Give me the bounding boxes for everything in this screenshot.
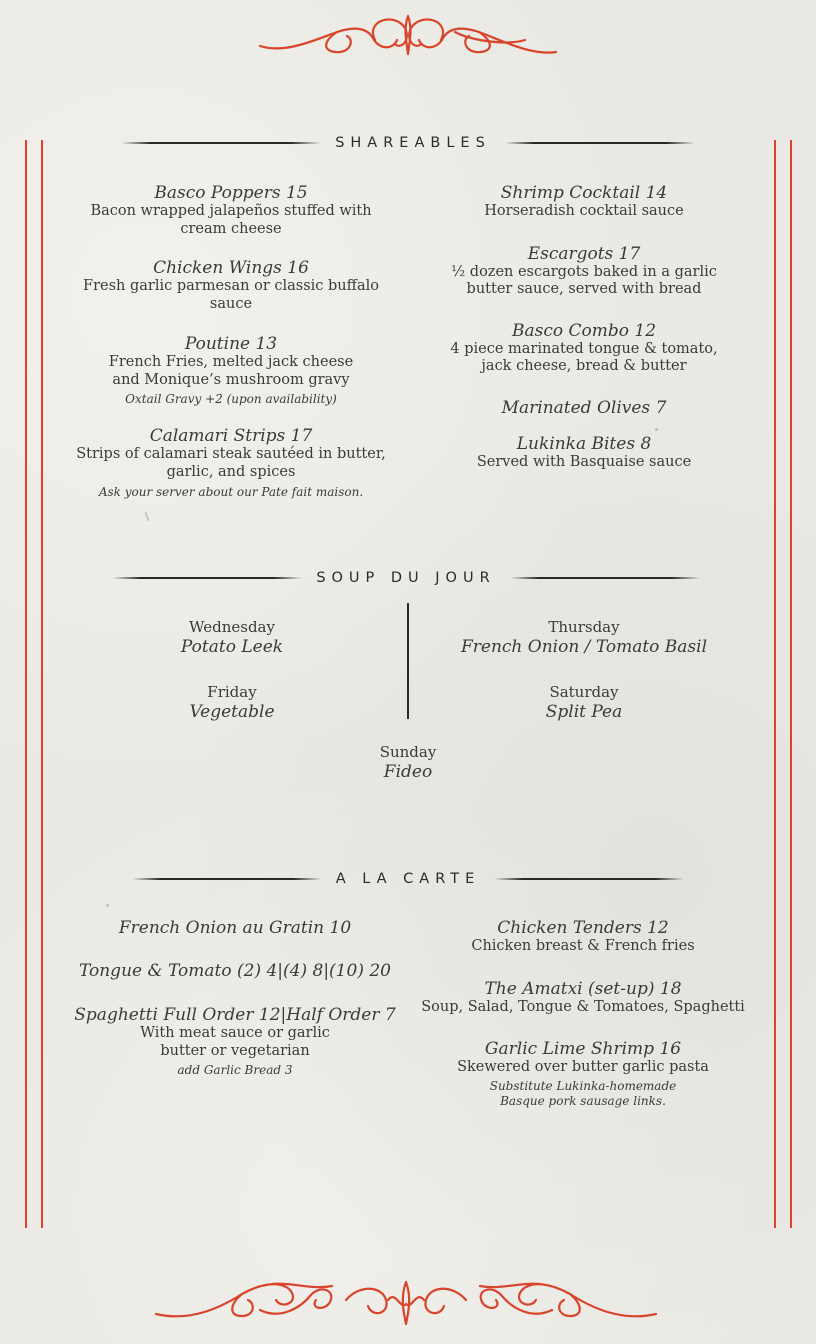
bottom-flourish-ornament (150, 1270, 662, 1330)
menu-item (66, 258, 396, 313)
soup-friday (130, 683, 334, 723)
soup-heading (96, 567, 716, 589)
soup-day: Saturday (549, 683, 619, 701)
paper-speck (655, 428, 658, 431)
shareables-left-column (66, 183, 396, 500)
item-name: Basco Combo 12 (511, 320, 657, 341)
menu-item (66, 334, 396, 407)
item-note: add Garlic Bread 3 (177, 1063, 293, 1077)
soup-day: Thursday (548, 618, 620, 636)
menu-item (434, 321, 734, 376)
soup-name: Potato Leek (180, 637, 284, 657)
item-description: 4 piece marinated tongue & tomato, jack cheese, bread & butter (450, 340, 718, 374)
soup-day: Wednesday (189, 618, 275, 636)
item-description: Chicken breast & French fries (471, 938, 695, 954)
item-description: Horseradish cocktail sauce (484, 203, 684, 219)
soup-wednesday (130, 618, 334, 658)
item-note: Oxtail Gravy +2 (upon availability) (125, 392, 337, 406)
item-name: Poutine 13 (184, 334, 278, 354)
item-description: Soup, Salad, Tongue & Tomatoes, Spaghetti (421, 998, 745, 1015)
menu-item (60, 961, 410, 981)
item-note: Substitute Lukinka-homemade Basque pork sausage links. (489, 1078, 677, 1108)
soup-name: Vegetable (189, 702, 275, 722)
soup-name: French Onion / Tomato Basil (460, 637, 708, 657)
item-name: Tongue & Tomato (2) 4|(4) 8|(10) 20 (78, 961, 391, 981)
soup-name: Split Pea (545, 702, 623, 722)
item-name: Shrimp Cocktail 14 (500, 183, 668, 203)
menu-item (66, 426, 396, 500)
soup-sunday (308, 743, 508, 783)
soup-divider (407, 603, 409, 719)
item-name: Spaghetti Full Order 12|Half Order 7 (74, 1005, 396, 1025)
heading-rule-right (510, 577, 700, 579)
carte-left-column (60, 918, 410, 1078)
item-description: Served with Basquaise sauce (476, 453, 692, 470)
right-border-line-inner (774, 140, 776, 1228)
heading-rule-right (505, 142, 695, 144)
carte-right-column (418, 918, 748, 1109)
right-border-line-outer (790, 140, 792, 1228)
top-flourish-ornament (255, 10, 561, 60)
item-name: Marinated Olives 7 (501, 397, 667, 418)
soup-day: Friday (207, 683, 257, 701)
soup-name: Fideo (383, 762, 433, 782)
shareables-heading (100, 132, 716, 154)
paper-speck (145, 512, 150, 521)
shareables-title: SHAREABLES (335, 135, 491, 151)
item-name: French Onion au Gratin 10 (118, 918, 352, 938)
menu-item (434, 183, 734, 221)
paper-speck (106, 904, 109, 907)
item-name: Calamari Strips 17 (149, 426, 313, 446)
item-description: With meat sauce or garlic butter or vegetarian (140, 1025, 330, 1059)
soup-saturday (444, 683, 724, 723)
item-description: Bacon wrapped jalapeños stuffed with cream cheese (90, 203, 372, 237)
item-name: Chicken Tenders 12 (497, 918, 669, 938)
soup-thursday (444, 618, 724, 658)
item-name: Chicken Wings 16 (153, 258, 309, 278)
heading-rule-left (112, 577, 302, 579)
carte-heading (116, 868, 700, 890)
menu-item (434, 244, 734, 299)
heading-rule-left (132, 878, 322, 880)
menu-item (60, 1005, 410, 1078)
item-description: ½ dozen escargots baked in a garlic butter sauce, served with bread (451, 263, 717, 297)
item-name: The Amatxi (set-up) 18 (484, 978, 682, 999)
shareables-right-column (434, 183, 734, 471)
item-name: Lukinka Bites 8 (516, 433, 652, 454)
menu-item (434, 434, 734, 472)
item-description: Fresh garlic parmesan or classic buffalo sauce (83, 278, 379, 312)
menu-item (418, 918, 748, 956)
heading-rule-right (494, 878, 684, 880)
item-name: Escargots 17 (527, 243, 641, 264)
menu-item (418, 979, 748, 1017)
soup-day: Sunday (379, 743, 437, 761)
left-border-line-inner (41, 140, 43, 1228)
left-border-line-outer (25, 140, 27, 1228)
item-description: French Fries, melted jack cheese and Monique’s mushroom gravy (108, 354, 354, 388)
carte-title: A LA CARTE (335, 871, 481, 887)
menu-item (418, 1039, 748, 1109)
item-name: Garlic Lime Shrimp 16 (484, 1039, 682, 1059)
item-note: Ask your server about our Pate fait maison. (98, 485, 364, 499)
item-description: Skewered over butter garlic pasta (457, 1059, 709, 1075)
heading-rule-left (121, 142, 321, 144)
menu-item (60, 918, 410, 938)
item-description: Strips of calamari steak sautéed in butter, garlic, and spices (76, 446, 386, 480)
item-name: Basco Poppers 15 (154, 183, 308, 203)
soup-title: SOUP DU JOUR (316, 570, 496, 586)
menu-item (434, 398, 734, 418)
menu-item (66, 183, 396, 238)
